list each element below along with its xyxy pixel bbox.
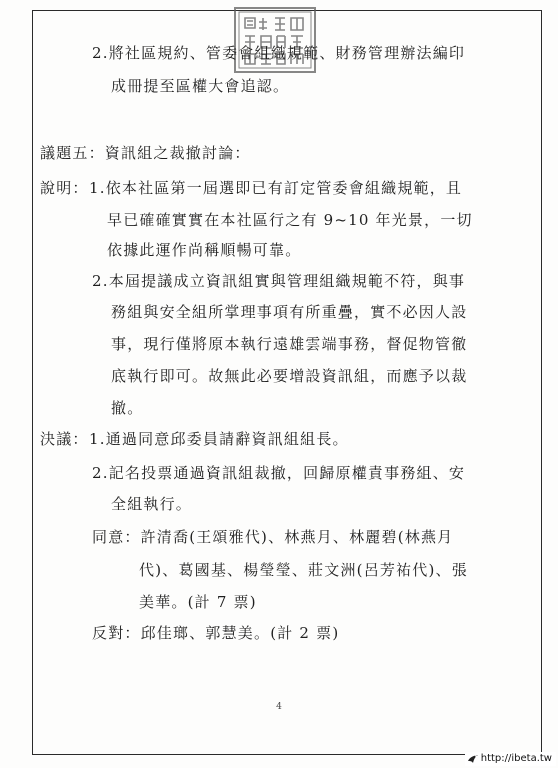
desc1-line2: 早已確確實實在本社區行之有 9~10 年光景，一切 [107, 211, 473, 229]
desc1-line3: 依據此運作尚稱順暢可靠。 [107, 241, 302, 259]
resolution-item1: 1.通過同意邱委員請辭資訊組組長。 [89, 430, 349, 448]
oppose-votes-line: 反對：邱佳瑯、郭慧美。(計 2 票) [92, 624, 340, 642]
desc2-line1: 2.本屆提議成立資訊組實與管理組織規範不符，與事 [92, 272, 466, 290]
page-number: 4 [276, 702, 282, 712]
desc2-line5: 撤。 [111, 399, 144, 417]
agree-votes-line1: 同意：許清喬(王頌雅代)、林燕月、林麗碧(林燕月 [92, 528, 454, 546]
desc2-line3: 事，現行僅將原本執行遠雄雲端事務，督促物管徹 [111, 335, 468, 353]
site-watermark[interactable] [465, 752, 556, 766]
item2-line1: 2.將社區規約、管委會組織規範、財務管理辦法編印 [92, 44, 466, 62]
official-seal-stamp [233, 6, 317, 74]
resolution-label: 決議： [40, 430, 89, 448]
agree-votes-line3: 美華。(計 7 票) [139, 593, 257, 611]
bird-logo-icon [467, 753, 479, 765]
desc1-line1: 1.依本社區第一屆選即已有訂定管委會組織規範，且 [89, 179, 463, 197]
description-label: 說明： [40, 179, 89, 197]
desc2-line4: 底執行即可。故無此必要增設資訊組，而應予以裁 [111, 367, 468, 385]
issue5-title: 議題五：資訊組之裁撤討論： [40, 144, 251, 162]
resolution-item2-line2: 全組執行。 [111, 495, 193, 513]
agree-votes-line2: 代)、葛國基、楊瑩瑩、莊文洲(呂芳祐代)、張 [139, 561, 468, 579]
desc2-line2: 務組與安全組所掌理事項有所重疊，實不必因人設 [111, 303, 468, 321]
item2-line2: 成冊提至區權大會追認。 [111, 77, 290, 95]
watermark-url[interactable]: http://ibeta.tw [480, 753, 552, 764]
resolution-item2-line1: 2.記名投票通過資訊組裁撤，回歸原權責事務組、安 [92, 464, 466, 482]
